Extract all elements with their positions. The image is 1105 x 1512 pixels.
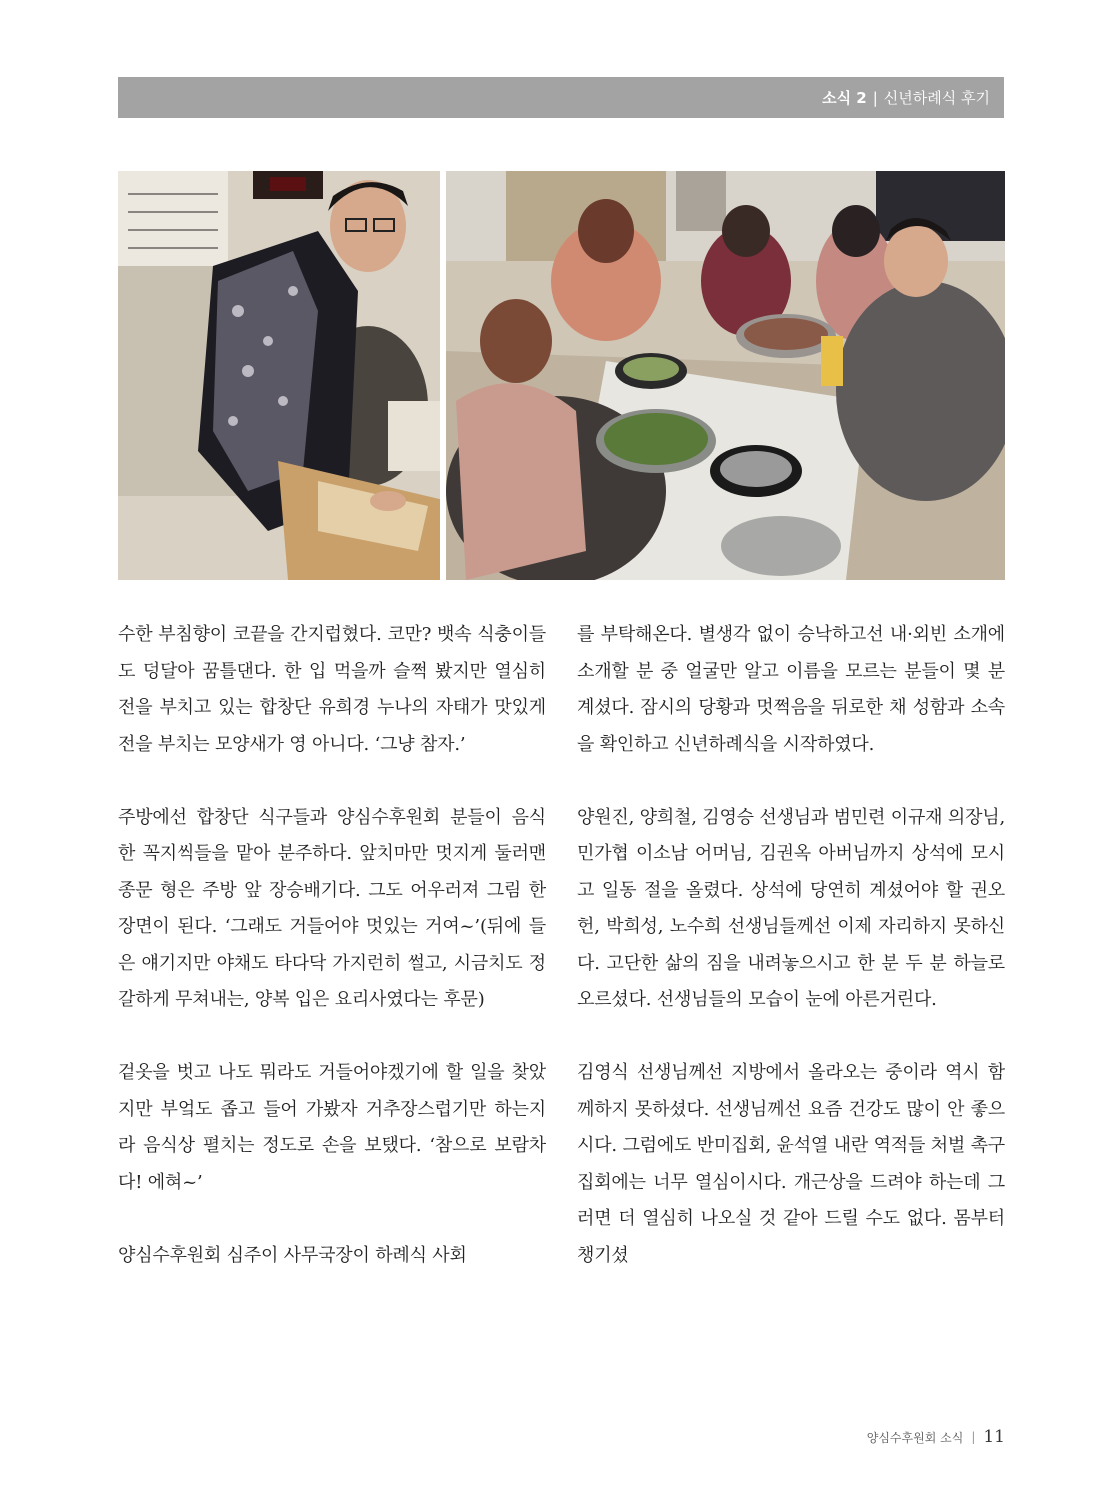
paragraph: 양심수후원회 심주이 사무국장이 하례식 사회: [118, 1244, 467, 1266]
paragraph: 양원진, 양희철, 김영승 선생님과 범민련 이규재 의장님, 민가협 이소남 어머님, 김권옥 아버님까지 상석에 모시고 일동 절을 올렸다. 상석에 당연히 계셨어야 할 권오헌, 박희성, 노수희 선생님들께선 이제 자리하지 못하신다. 고단한 삶의 짐을 내려놓으시고 한 분 두 분 하늘로 오르셨다. 선생님들의 모습이 눈에 아른거린다.: [577, 806, 1005, 1010]
paragraph: 김영식 선생님께선 지방에서 올라오는 중이라 역시 함께하지 못하셨다. 선생님께선 요즘 건강도 많이 안 좋으시다. 그럼에도 반미집회, 윤석열 내란 역적들 처벌 촉구 집회에는 너무 열심이시다. 개근상을 드려야 하는데 그러면 더 열심히 나오실 것 같아 드릴 수도 없다. 몸부터 챙기셨: [577, 1062, 1005, 1266]
text-column-right: [577, 617, 1005, 1274]
photo-group-cooking: [446, 171, 1005, 580]
publication-name: 양심수후원회 소식: [866, 1430, 964, 1445]
page-number: 11: [983, 1427, 1005, 1447]
paragraph: 를 부탁해온다. 별생각 없이 승낙하고선 내·외빈 소개에 소개할 분 중 얼굴만 알고 이름을 모르는 분들이 몇 분 계셨다. 잠시의 당황과 멋쩍음을 뒤로한 채 성함과 소속을 확인하고 신년하례식을 시작하였다.: [577, 624, 1005, 755]
paragraph: 주방에선 합창단 식구들과 양심수후원회 분들이 음식 한 꼭지씩들을 맡아 분주하다. 앞치마만 멋지게 둘러맨 종문 형은 주방 앞 장승배기다. 그도 어우러져 그림 한 장면이 된다. ‘그래도 거들어야 멋있는 거여~’(뒤에 들은 얘기지만 야채도 타다닥 가지런히 썰고, 시금치도 정갈하게 무쳐내는, 양복 입은 요리사였다는 후문): [118, 806, 546, 1010]
footer-separator: |: [971, 1430, 976, 1444]
photo-group-cooking-illustration: [446, 171, 1005, 580]
photo-man-cooking-illustration: [118, 171, 440, 580]
page-footer: [867, 1427, 1005, 1447]
photo-man-cooking: [118, 171, 440, 580]
header-separator: |: [872, 88, 878, 107]
paragraph: 겉옷을 벗고 나도 뭐라도 거들어야겠기에 할 일을 찾았지만 부엌도 좁고 들어 가봤자 거추장스럽기만 하는지라 음식상 펼치는 정도로 손을 보탰다. ‘참으로 보람차다! 에혀~’: [118, 1062, 546, 1193]
section-header-bar: [118, 77, 1004, 118]
section-title: 신년하례식 후기: [883, 89, 990, 107]
section-label: 소식 2: [822, 89, 867, 107]
paragraph: 수한 부침향이 코끝을 간지럽혔다. 코만? 뱃속 식충이들도 덩달아 꿈틀댄다. 한 입 먹을까 슬쩍 봤지만 열심히 전을 부치고 있는 합창단 유희경 누나의 자태가 맛있게 전을 부치는 모양새가 영 아니다. ‘그냥 참자.’: [118, 624, 546, 755]
text-column-left: [118, 617, 546, 1274]
